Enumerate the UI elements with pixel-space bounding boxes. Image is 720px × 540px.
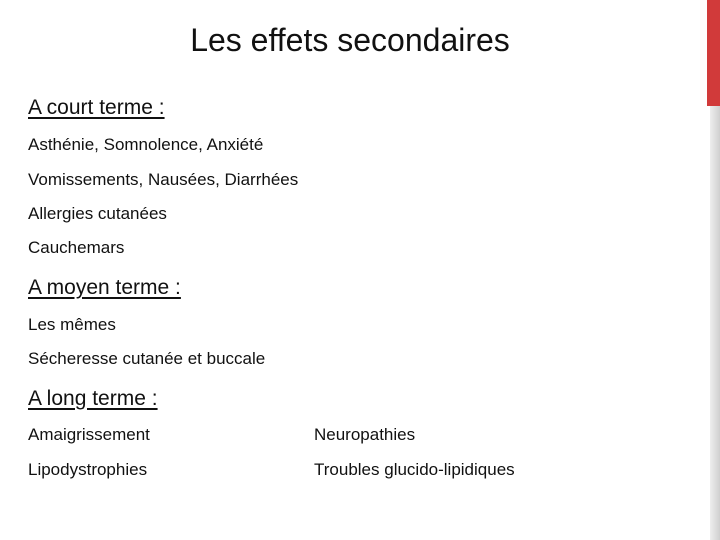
list-item: Asthénie, Somnolence, Anxiété <box>28 135 264 154</box>
list-item: Sécheresse cutanée et buccale <box>28 349 266 368</box>
list-item: Les mêmes <box>28 315 116 334</box>
heading-moyen-terme: A moyen terme : <box>28 276 181 299</box>
accent-bar <box>707 0 720 106</box>
heading-long-terme: A long terme : <box>28 387 158 410</box>
heading-court-terme: A court terme : <box>28 96 165 119</box>
list-item: Cauchemars <box>28 238 125 257</box>
side-strip <box>710 106 720 540</box>
list-item: Allergies cutanées <box>28 204 167 223</box>
list-item: Vomissements, Nausées, Diarrhées <box>28 170 299 189</box>
slide-title: Les effets secondaires <box>190 22 510 58</box>
list-item-left: Amaigrissement <box>28 425 150 444</box>
list-item-right: Neuropathies <box>314 425 416 444</box>
list-item-right: Troubles glucido-lipidiques <box>314 460 515 479</box>
list-item-left: Lipodystrophies <box>28 460 148 479</box>
